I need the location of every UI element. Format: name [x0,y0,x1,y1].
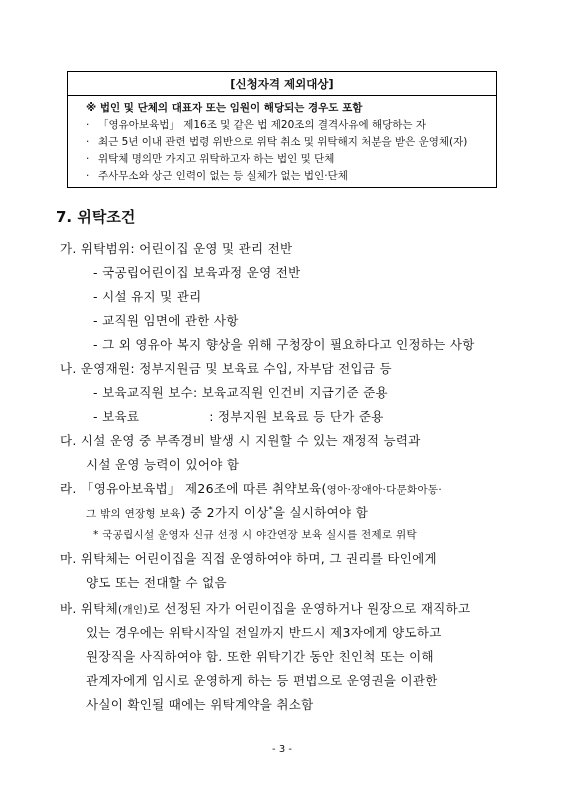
clause-ba-cont: 있는 경우에는 위탁시작일 전일까지 반드시 제3자에게 양도하고 [86,625,442,640]
page-number: - 3 - [272,744,292,755]
clause-ga: 가. 위탁범위: 어린이집 운영 및 관리 전반 [60,241,293,256]
clause-na-item: - 보육교직원 보수: 보육교직원 인건비 지급기준 준용 [93,385,388,400]
exclusion-item: · 최근 5년 이내 관련 법령 위반으로 위탁 취소 및 위탁해지 처분을 받은 운영체(자) [86,136,468,148]
clause-na: 나. 운영재원: 정부지원금 및 보육료 수입, 자부담 전입금 등 [60,361,392,376]
clause-ra-note: * 국공립시설 운영자 신규 선정 시 야간연장 보육 실시를 전제로 위탁 [93,529,417,541]
clause-ra: 라. 「영유아보육법」 제26조에 따른 취약보육(영아·장애아·다문화아동· [60,481,442,496]
exclusion-box-title: [신청자격 제외대상] [68,72,496,96]
exclusion-box [67,71,497,188]
clause-ba: 바. 위탁체(개인)로 선정된 자가 어린이집을 운영하거나 원장으로 재직하고 [60,601,471,616]
exclusion-item: · 주사무소와 상근 인력이 없는 등 실체가 없는 법인·단체 [86,170,348,182]
clause-ma-cont: 양도 또는 전대할 수 없음 [86,575,227,590]
clause-da: 다. 시설 운영 중 부족경비 발생 시 지원할 수 있는 재정적 능력과 [60,433,421,448]
clause-ma: 마. 위탁체는 어린이집을 직접 운영하여야 하며, 그 권리를 타인에게 [60,551,437,566]
clause-ga-item: - 국공립어린이집 보육과정 운영 전반 [93,265,301,280]
clause-ga-item: - 시설 유지 및 관리 [93,289,202,304]
clause-da-cont: 시설 운영 능력이 있어야 함 [86,457,240,472]
clause-ga-item: - 교직원 임면에 관한 사항 [93,313,239,328]
clause-ga-item: - 그 외 영유아 복지 향상을 위해 구청장이 필요하다고 인정하는 사항 [93,337,475,352]
clause-ra-cont: 그 밖의 연장형 보육) 중 2가지 이상*을 실시하여야 함 [86,504,369,520]
exclusion-box-body [68,96,496,185]
clause-ba-cont: 사실이 확인될 때에는 위탁계약을 취소함 [86,697,314,712]
clause-ba-cont: 원장직을 사직하여야 함. 또한 위탁기간 동안 친인척 또는 이해 [86,649,434,664]
clause-ba-cont: 관계자에게 임시로 운영하게 하는 등 편법으로 운영권을 이관한 [86,673,438,688]
exclusion-item: · 「영유아보육법」 제16조 및 같은 법 제20조의 결격사유에 해당하는 자 [86,119,426,131]
clause-na-item: - 보육료 : 정부지원 보육료 등 단가 준용 [93,409,384,424]
section-title: 7. 위탁조건 [56,208,136,226]
exclusion-note: ※ 법인 및 단체의 대표자 또는 임원이 해당되는 경우도 포함 [86,102,363,114]
exclusion-item: · 위탁체 명의만 가지고 위탁하고자 하는 법인 및 단체 [86,153,335,165]
